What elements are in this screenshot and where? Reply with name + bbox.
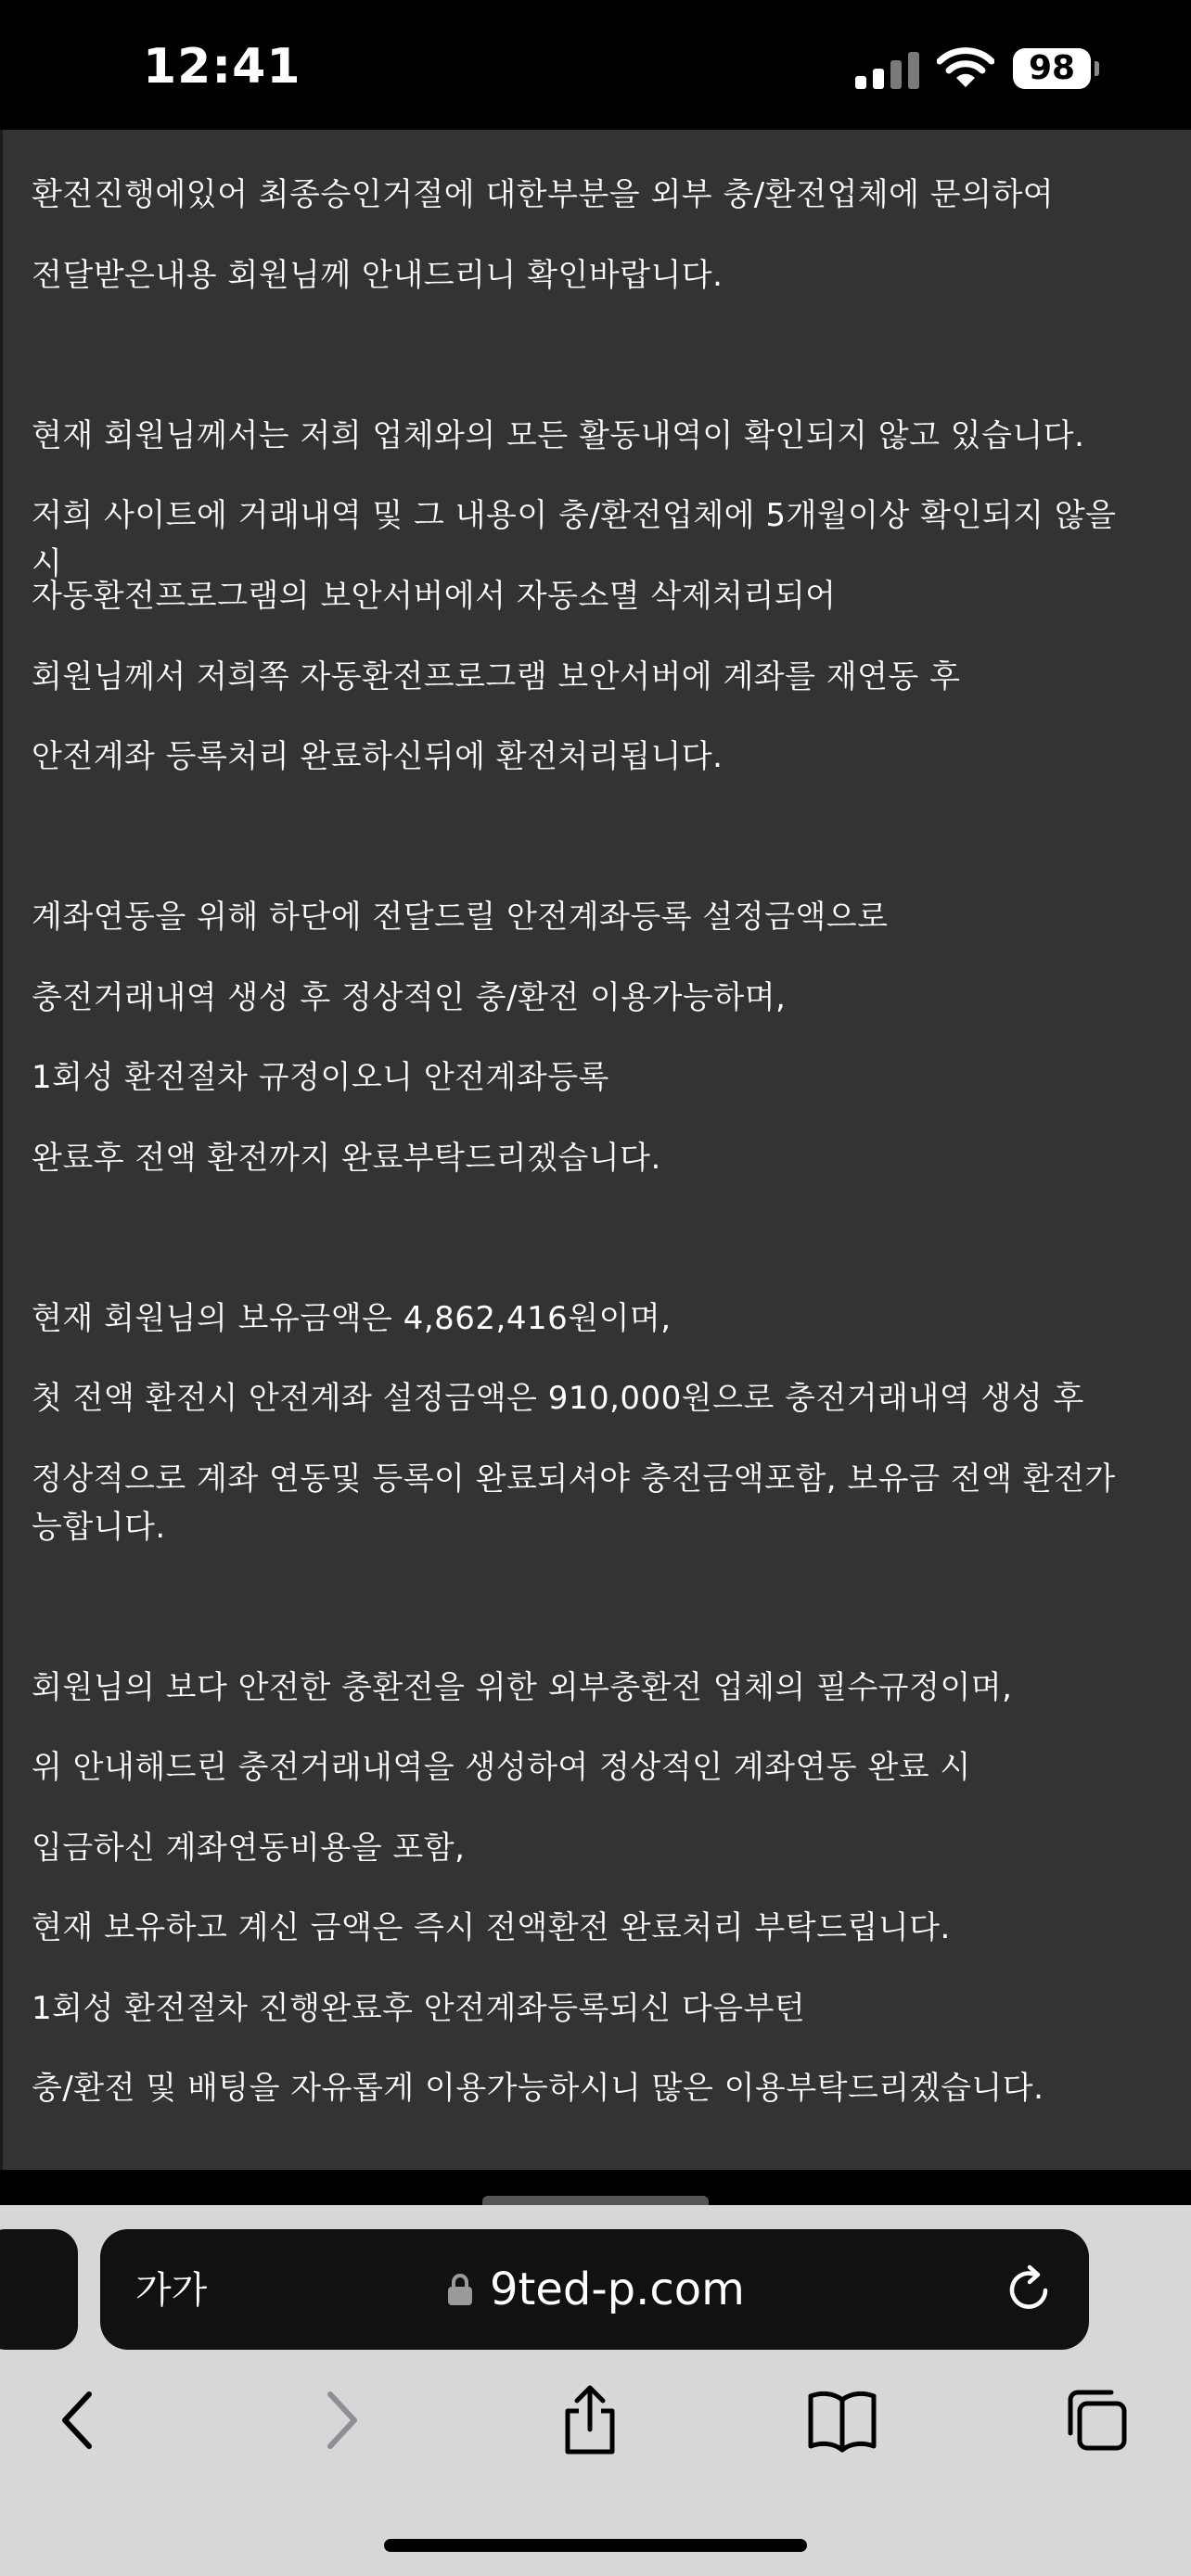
lock-icon [447, 2273, 473, 2306]
message-content [0, 130, 1191, 2170]
message-line: 전달받은내용 회원님께 안내드리니 확인바랍니다. [32, 257, 724, 294]
signal-icon [855, 52, 920, 89]
url-text: 9ted-p.com [490, 2264, 745, 2315]
message-line: 현재 회원님께서는 저희 업체와의 모든 활동내역이 확인되지 않고 있습니다. [32, 417, 1085, 454]
message-line: 입금하신 계좌연동비용을 포함, [32, 1830, 466, 1867]
message-line: 첫 전액 환전시 안전계좌 설정금액은 910,000원으로 충전거래내역 생성 후 [32, 1380, 1084, 1417]
message-line: 회원님의 보다 안전한 충환전을 위한 외부충환전 업체의 필수규정이며, [32, 1669, 1013, 1706]
previous-tab-preview[interactable] [0, 2229, 78, 2350]
status-bar [0, 0, 1191, 130]
message-line: 충/환전 및 배팅을 자유롭게 이용가능하시니 많은 이용부탁드리겠습니다. [32, 2070, 1044, 2107]
message-line: 완료후 전액 환전까지 완료부탁드리겠습니다. [32, 1140, 661, 1177]
forward-icon[interactable] [304, 2385, 375, 2455]
message-line: 정상적으로 계좌 연동및 등록이 완료되셔야 충전금액포함, 보유금 전액 환전가능합니다. [32, 1460, 1116, 1546]
message-line: 현재 보유하고 계신 금액은 즉시 전액환전 완료처리 부탁드립니다. [32, 1909, 951, 1946]
message-line: 1회성 환전절차 규정이오니 안전계좌등록 [32, 1059, 609, 1096]
message-line: 계좌연동을 위해 하단에 전달드릴 안전계좌등록 설정금액으로 [32, 899, 889, 936]
url-display[interactable] [447, 2259, 745, 2320]
message-line: 안전계좌 등록처리 완료하신뒤에 환전처리됩니다. [32, 738, 724, 775]
message-line: 환전진행에있어 최종승인거절에 대한부분을 외부 충/환전업체에 문의하여 [32, 176, 1055, 213]
battery-icon [1013, 48, 1091, 89]
message-line: 회원님께서 저희쪽 자동환전프로그램 보안서버에 계좌를 재연동 후 [32, 658, 961, 695]
bookmarks-icon[interactable] [807, 2385, 877, 2455]
message-line: 1회성 환전절차 진행완료후 안전계좌등록되신 다음부턴 [32, 1990, 806, 2027]
share-icon[interactable] [555, 2385, 625, 2455]
message-line: 현재 회원님의 보유금액은 4,862,416원이며, [32, 1300, 672, 1337]
wifi-icon [937, 46, 994, 89]
reload-icon[interactable] [1002, 2263, 1056, 2316]
content-edge [0, 130, 3, 2170]
text-size-button[interactable]: 가가 [135, 2269, 208, 2312]
message-line: 저희 사이트에 거래내역 및 그 내용이 충/환전업체에 5개월이상 확인되지 않을시 [32, 497, 1117, 582]
battery-tip [1095, 61, 1099, 76]
tabs-icon[interactable] [1061, 2385, 1132, 2455]
status-time: 12:41 [143, 39, 301, 95]
back-icon[interactable] [45, 2385, 115, 2455]
battery-level: 98 [1028, 49, 1076, 87]
home-indicator [384, 2539, 807, 2552]
message-line: 자동환전프로그램의 보안서버에서 자동소멸 삭제처리되어 [32, 578, 837, 615]
message-line: 위 안내해드린 충전거래내역을 생성하여 정상적인 계좌연동 완료 시 [32, 1749, 971, 1786]
message-line: 충전거래내역 생성 후 정상적인 충/환전 이용가능하며, [32, 979, 787, 1016]
